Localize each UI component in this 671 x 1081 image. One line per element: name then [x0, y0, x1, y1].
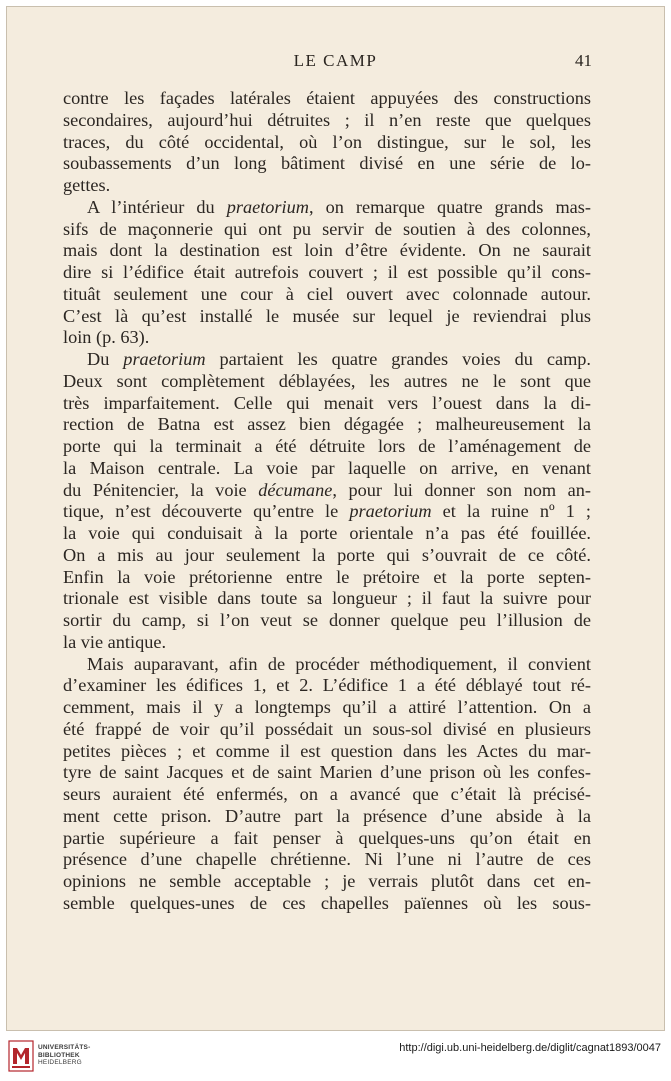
- text-line: tituât seulement une cour à ciel ouvert avec colonnade autour.: [63, 283, 591, 304]
- text-line: semble quelques-unes de ces chapelles païennes où les sous-: [63, 892, 591, 913]
- text-line: loin (p. 63).: [63, 327, 150, 348]
- text-line: d’examiner les édifices 1, et 2. L’édifice 1 a été déblayé tout ré-: [63, 675, 591, 696]
- library-name-line: HEIDELBERG: [38, 1059, 82, 1066]
- text-line: très imparfaitement. Celle qui menait vers l’ouest dans la di-: [63, 392, 591, 413]
- text-line: tique, n’est découverte qu’entre le praetorium et la ruine nº 1 ;: [63, 501, 591, 522]
- scanned-page: [6, 6, 665, 1031]
- text-line: Enfin la voie prétorienne entre le prétoire et la porte septen-: [63, 566, 591, 587]
- text-line: la voie qui conduisait à la porte orientale n’a pas été fouillée.: [63, 523, 591, 543]
- text-line: trionale est visible dans toute sa longueur ; il faut la suivre pour: [63, 588, 591, 609]
- text-line: A l’intérieur du praetorium, on remarque quatre grands mas-: [87, 196, 591, 217]
- text-line: opinions ne semble acceptable ; je verrais plutôt dans cet en-: [63, 871, 591, 891]
- footer-bar: [0, 1031, 671, 1081]
- text-line: gettes.: [63, 175, 111, 195]
- text-line: du Pénitencier, la voie décumane, pour lui donner son nom an-: [63, 479, 591, 500]
- source-url-link[interactable]: http://digi.ub.uni-heidelberg.de/diglit/cagnat1893/0047: [399, 1042, 661, 1054]
- text-line: partie supérieure a fait penser à quelques-uns qu’on était en: [63, 827, 591, 848]
- running-title: LE CAMP: [293, 51, 378, 70]
- text-line: C’est là qu’est installé le musée sur lequel je reviendrai plus: [63, 305, 591, 326]
- text-line: porte qui la terminait a été détruite lors de l’aménagement de: [63, 436, 591, 456]
- university-library-logo-icon: [8, 1040, 34, 1072]
- text-line: contre les façades latérales étaient appuyées des constructions: [63, 88, 591, 108]
- text-line: traces, du côté occidental, où l’on distingue, sur le sol, les: [63, 131, 591, 152]
- text-line: On a mis au jour seulement la porte qui s’ouvrait de ce côté.: [63, 544, 591, 565]
- page-number: 41: [575, 51, 592, 70]
- text-line: tyre de saint Jacques et de saint Marien d’une prison où les confes-: [63, 762, 591, 783]
- library-name-line: UNIVERSITÄTS-: [38, 1044, 91, 1051]
- text-line: mais dont la destination est loin d’être évidente. On ne saurait: [63, 240, 591, 261]
- text-line: la vie antique.: [63, 631, 167, 652]
- text-line: ment cette prison. D’autre part la présence d’une abside à la: [63, 805, 591, 826]
- text-line: rection de Batna est assez bien dégagée ; malheureusement la: [63, 414, 591, 435]
- library-name: [38, 1044, 90, 1067]
- text-line: Mais auparavant, afin de procéder méthodiquement, il convient: [87, 653, 591, 674]
- text-line: petites pièces ; et comme il est question dans les Actes du mar-: [63, 740, 591, 761]
- text-line: présence d’une chapelle chrétienne. Ni l’une ni l’autre de ces: [63, 849, 591, 870]
- text-line: Deux sont complètement déblayées, les autres ne le sont que: [63, 370, 591, 391]
- library-name-line: BIBLIOTHEK: [38, 1051, 80, 1059]
- text-line: cemment, mais il y a longtemps qu’il a attiré l’attention. On a: [63, 697, 591, 717]
- text-line: seurs auraient été enfermés, on a avancé que c’était là précisé-: [63, 784, 591, 804]
- text-line: sortir du camp, si l’on veut se donner quelque peu l’illusion de: [63, 610, 591, 630]
- page-header: [7, 51, 664, 75]
- text-line: Du praetorium partaient les quatre grandes voies du camp.: [87, 349, 591, 369]
- text-line: été frappé de voir qu’il possédait un sous-sol divisé en plusieurs: [63, 718, 591, 739]
- text-line: secondaires, aujourd’hui détruites ; il n’en reste que quelques: [63, 109, 591, 130]
- text-line: la Maison centrale. La voie par laquelle on arrive, en venant: [63, 457, 591, 478]
- body-text: [63, 88, 591, 915]
- text-line: sifs de maçonnerie qui ont pu servir de soutien à des colonnes,: [63, 218, 591, 239]
- text-line: dire si l’édifice était autrefois couvert ; il est possible qu’il cons-: [63, 262, 591, 282]
- text-line: soubassements d’un long bâtiment divisé en une série de lo-: [63, 153, 591, 174]
